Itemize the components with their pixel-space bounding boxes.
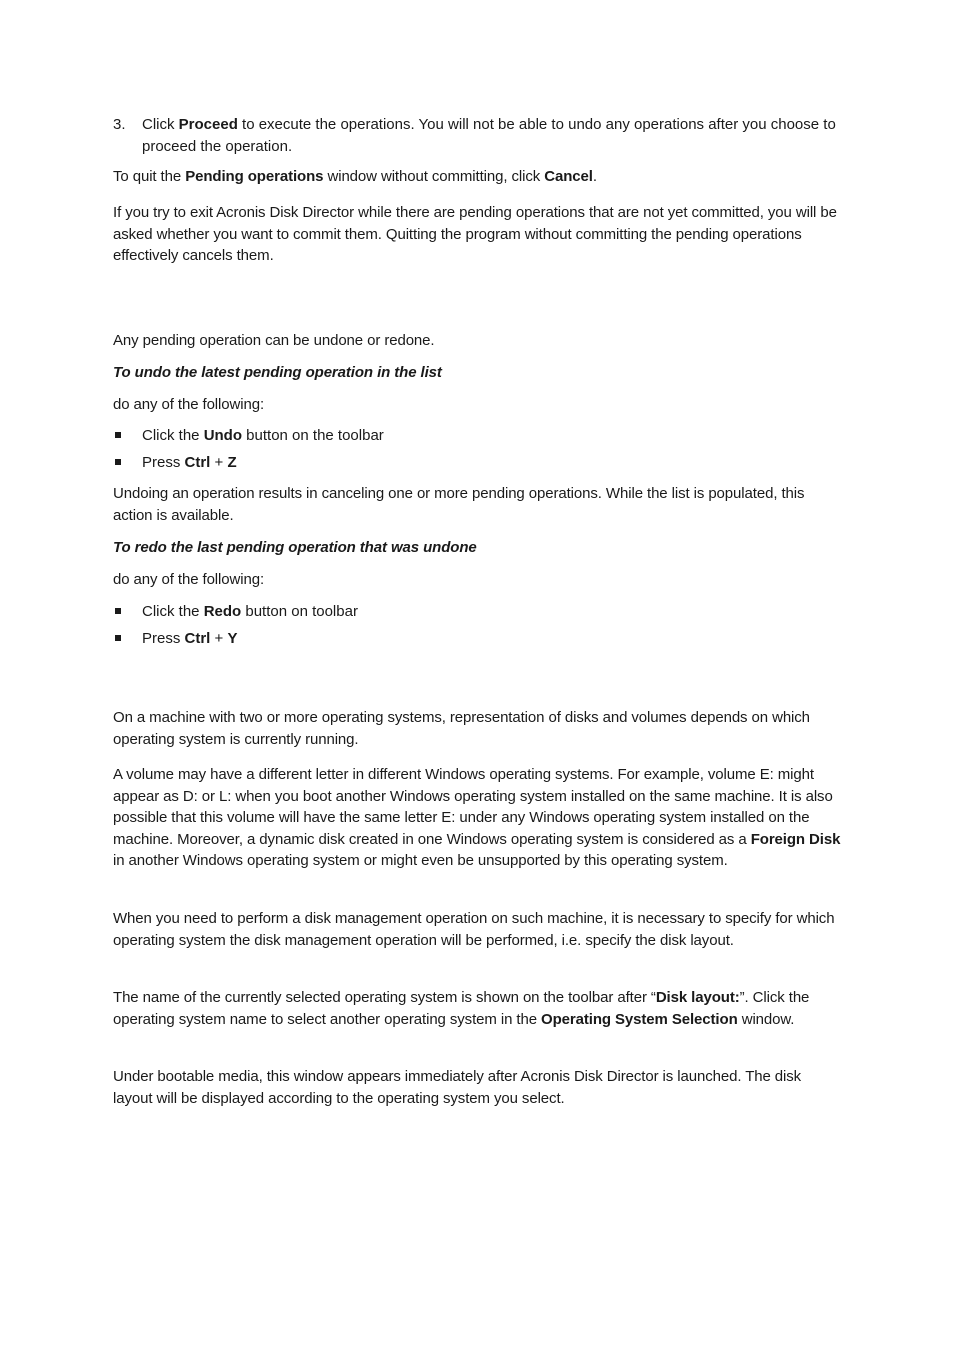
os-paragraph-3: When you need to perform a disk management operation on such machine, it is necessary to specify for which operating system the disk management operation will be performed, i.e. specify the disk layout.: [113, 910, 835, 949]
os-selection-label: Operating System Selection: [541, 1010, 738, 1028]
step-number: 3.: [113, 116, 126, 133]
os-paragraph-1: On a machine with two or more operating systems, representation of disks and volumes depends on which operating system is currently running.: [113, 709, 810, 748]
disk-layout-label: Disk layout:: [655, 989, 740, 1006]
step-3-text: Click Proceed to execute the operations. You will not be able to undo any operations after you choose to proceed the operation.: [142, 116, 836, 155]
bullet-icon: [115, 608, 121, 614]
undo-paragraph: Undoing an operation results in canceling one or more pending operations. While the list is populated, this action is available.: [113, 485, 805, 524]
quit-paragraph: To quit the Pending operations window without committing, click Cancel.: [113, 168, 597, 185]
bullet-icon: [115, 459, 121, 465]
undo-intro: Any pending operation can be undone or redone.: [113, 332, 435, 349]
redo-do-following: do any of the following:: [113, 571, 265, 588]
pending-operations-label: Pending operations: [185, 168, 324, 185]
cancel-label: Cancel: [544, 168, 593, 185]
os-paragraph-5: Under bootable media, this window appears immediately after Acronis Disk Director is launched. The disk layout will be displayed according to the operating system you select.: [113, 1068, 802, 1107]
foreign-disk-label: Foreign Disk: [750, 830, 841, 848]
undo-heading: To undo the latest pending operation in the list: [113, 364, 442, 381]
document-page: 3. Click Proceed to execute the operations. You will not be able to undo any operations after you choose to proceed the operation. To quit the Pending operations window without committing, click Cancel. If you try to exit Acronis Disk Director while there are pending operations that are not yet committed, you will be asked whether you want to commit them. Quitting the program without committing the pending operations effectively cancels them. Any pending operation can be undone or redone. To undo the latest pending operation in the list do any of the following: Click the Undo button on the toolbar Press Ctrl + Z Undoing an operation results in canceling one or more pending operations. While the list is populated, this action is available. To redo the last pending operation that was undone do any of the following: Click the Redo button on toolbar Press Ctrl + Y On a machine with two or more operating systems, representation of disks and volumes depends on which operating system is currently running. A volume may have a different letter in different Windows operating systems. For example, volume E: might appear as D: or L: when you boot another Windows operating system installed on the same machine. It is also possible that this volume will have the same letter E: under any Windows operating system installed on the machine. Moreover, a dynamic disk created in one Windows operating system is considered as a Foreign Disk in another Windows operating system or might even be unsupported by this operating system. When you need to perform a disk management operation on such machine, it is necessary to specify for which operating system the disk management operation will be performed, i.e. specify the disk layout. The name of the currently selected operating system is shown on the toolbar after “Disk layout:”. Click the operating system name to select another operating system in the Operating System Selection window. Under bootable media, this window appears immediately after Acronis Disk Director is launched. The disk layout will be displayed according to the operating system you select.: [113, 0, 843, 1349]
redo-heading: To redo the last pending operation that was undone: [113, 539, 477, 556]
bullet-icon: [115, 635, 121, 641]
undo-do-following: do any of the following:: [113, 396, 265, 413]
exit-paragraph: If you try to exit Acronis Disk Director while there are pending operations that are not yet committed, you will be asked whether you want to commit them. Quitting the program without committing the pending operations effectively cancels them.: [113, 204, 837, 265]
bullet-icon: [115, 432, 121, 438]
os-paragraph-4: The name of the currently selected operating system is shown on the toolbar after “Disk layout:”. Click the operating system name to select another operating system in the Operating System Selection window.: [113, 989, 810, 1028]
os-paragraph-2: A volume may have a different letter in different Windows operating systems. For example, volume E: might appear as D: or L: when you boot another Windows operating system installed on the same machine. It is also possible that this volume will have the same letter E: under any Windows operating system installed on the machine. Moreover, a dynamic disk created in one Windows operating system is considered as a Foreign Disk in another Windows operating system or might even be unsupported by this operating system.: [113, 766, 841, 870]
proceed-label: Proceed: [178, 116, 238, 133]
